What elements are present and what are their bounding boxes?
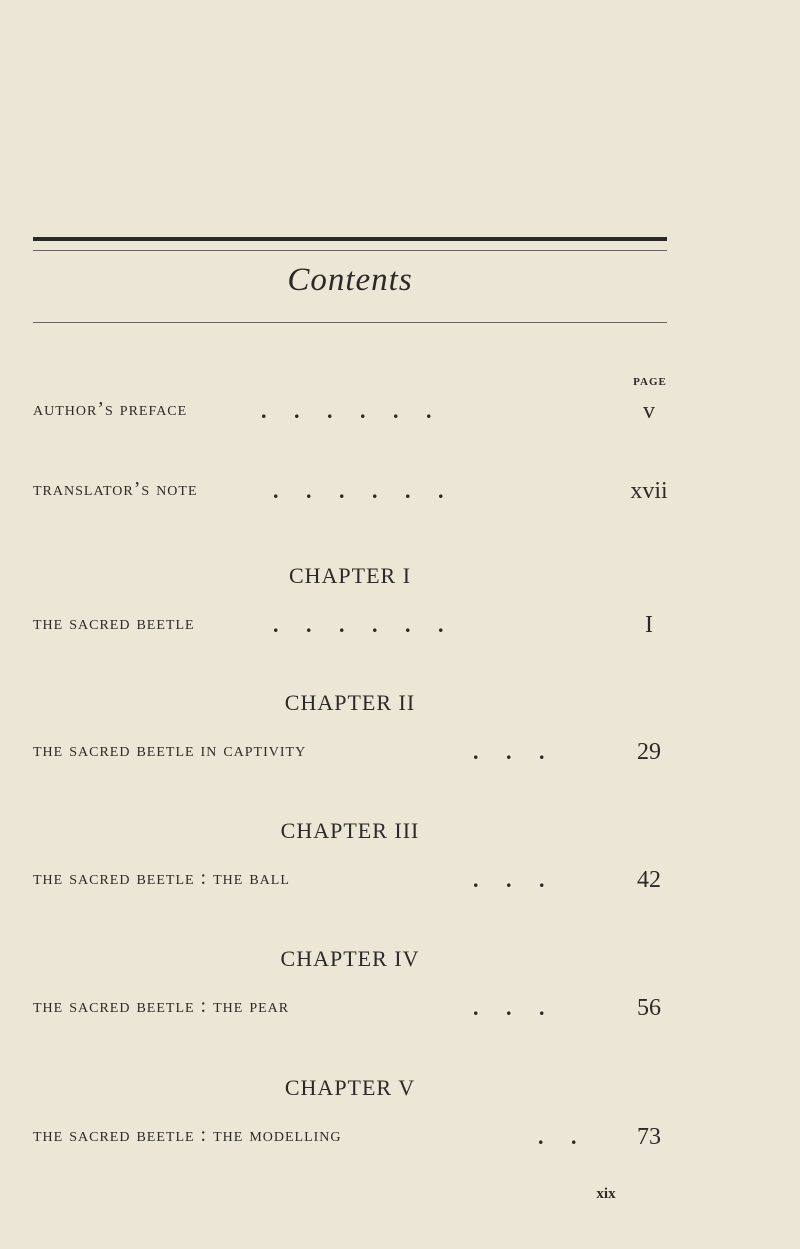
page-column-label: PAGE [633, 376, 667, 388]
leader-dots: . . . [473, 995, 545, 1020]
top-heavy-rule [33, 237, 667, 241]
toc-entry-page: 73 [637, 1124, 661, 1150]
toc-entry-label: the sacred beetle [33, 612, 195, 634]
chapter-heading-1: CHAPTER I [288, 563, 412, 588]
toc-entry-chapter-2[interactable] [33, 739, 673, 771]
toc-entry-label: the sacred beetle : the modelling [33, 1124, 342, 1146]
leader-dots: . . . [473, 867, 545, 892]
page-number: xix [596, 1186, 616, 1202]
toc-entry-label: the sacred beetle in captivity [33, 739, 307, 761]
toc-entry-label: translator’s note [33, 478, 198, 500]
bottom-thin-rule [33, 322, 667, 323]
toc-entry-chapter-5[interactable] [33, 1124, 673, 1156]
toc-entry-authors-preface[interactable] [33, 398, 673, 430]
chapter-heading-3: CHAPTER III [280, 818, 420, 843]
toc-entry-chapter-3[interactable] [33, 867, 673, 899]
chapter-heading-2: CHAPTER II [284, 690, 416, 715]
toc-entry-page: xvii [630, 478, 668, 504]
page-title: Contents [287, 262, 413, 298]
toc-entry-label: author’s preface [33, 398, 188, 420]
toc-entry-translators-note[interactable] [33, 478, 673, 510]
toc-entry-chapter-4[interactable] [33, 995, 673, 1027]
toc-entry-page: 42 [637, 867, 661, 893]
toc-entry-page: 29 [637, 739, 661, 765]
leader-dots: . . [538, 1124, 577, 1149]
toc-entry-page: 56 [637, 995, 661, 1021]
chapter-heading-5: CHAPTER V [284, 1075, 416, 1100]
toc-entry-label: the sacred beetle : the ball [33, 867, 290, 889]
chapter-heading-4: CHAPTER IV [280, 946, 420, 971]
toc-entry-page: I [645, 612, 653, 638]
leader-dots: . . . . . . [261, 398, 432, 423]
leader-dots: . . . . . . [273, 612, 444, 637]
top-thin-rule [33, 250, 667, 251]
leader-dots: . . . . . . [273, 478, 444, 503]
toc-entry-label: the sacred beetle : the pear [33, 995, 290, 1017]
leader-dots: . . . [473, 739, 545, 764]
toc-entry-page: v [643, 398, 655, 424]
toc-entry-chapter-1[interactable] [33, 612, 673, 644]
